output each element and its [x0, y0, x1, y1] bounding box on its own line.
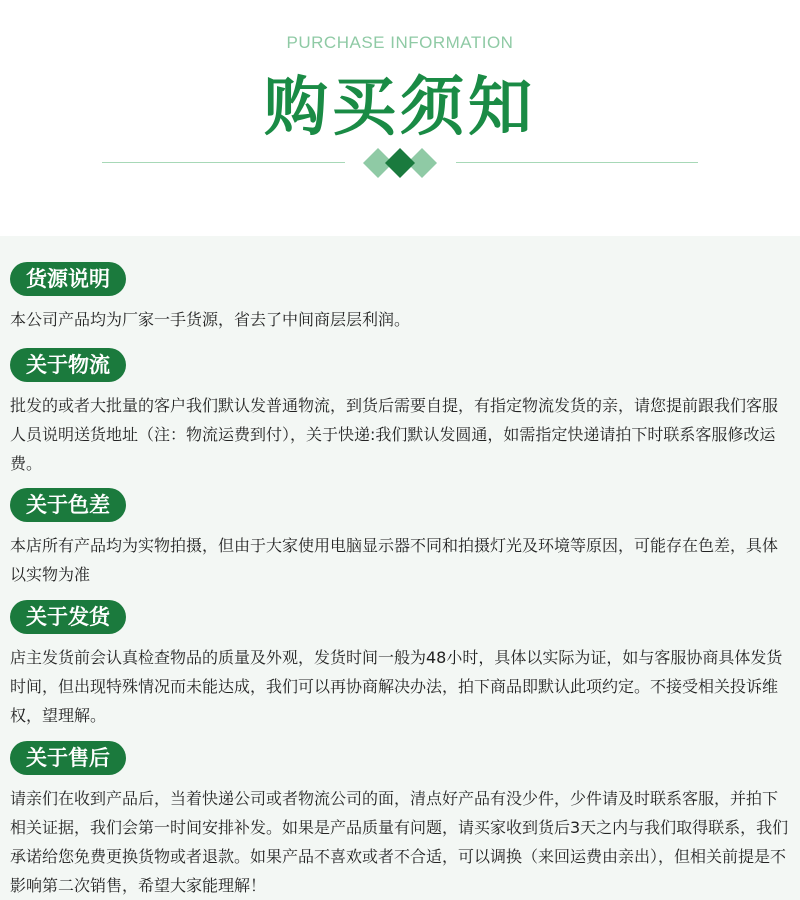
section-heading: 关于发货	[10, 600, 126, 634]
section-text: 店主发货前会认真检查物品的质量及外观，发货时间一般为48小时，具体以实际为证，如与客服协商具体发货时间，但出现特殊情况而未能达成，我们可以再协商解决办法，拍下商品即默认此项约定。不接受相关投诉维权，望理解。	[10, 648, 783, 725]
header	[0, 0, 800, 236]
section-heading: 货源说明	[10, 262, 126, 296]
section-text: 请亲们在收到产品后，当着快递公司或者物流公司的面，清点好产品有没少件，少件请及时联系客服，并拍下相关证据，我们会第一时间安排补发。如果是产品质量有问题，请买家收到货后3天之内与我们取得联系，我们承诺给您免费更换货物或者退款。如果产品不喜欢或者不合适，可以调换（来回运费由亲出），但相关前提是不影响第二次销售，希望大家能理解！	[10, 789, 789, 895]
section-heading: 关于物流	[10, 348, 126, 382]
notice-content	[0, 236, 800, 900]
header-subtitle: PURCHASE INFORMATION	[286, 33, 514, 52]
page-title: 购买须知	[264, 71, 536, 145]
divider-line-left	[102, 162, 345, 163]
section-text: 本公司产品均为厂家一手货源，省去了中间商层层利润。	[10, 310, 411, 329]
divider-line-right	[456, 162, 698, 163]
section-heading: 关于色差	[10, 488, 126, 522]
section-heading: 关于售后	[10, 741, 126, 775]
section-text: 本店所有产品均为实物拍摄，但由于大家使用电脑显示器不同和拍摄灯光及环境等原因，可能存在色差，具体以实物为准	[10, 536, 779, 584]
section-text: 批发的或者大批量的客户我们默认发普通物流，到货后需要自提，有指定物流发货的亲，请您提前跟我们客服人员说明送货地址（注：物流运费到付），关于快递:我们默认发圆通，如需指定快递请拍下时联系客服修改运费。	[10, 396, 779, 473]
diamond-ornament-icon	[362, 146, 438, 180]
